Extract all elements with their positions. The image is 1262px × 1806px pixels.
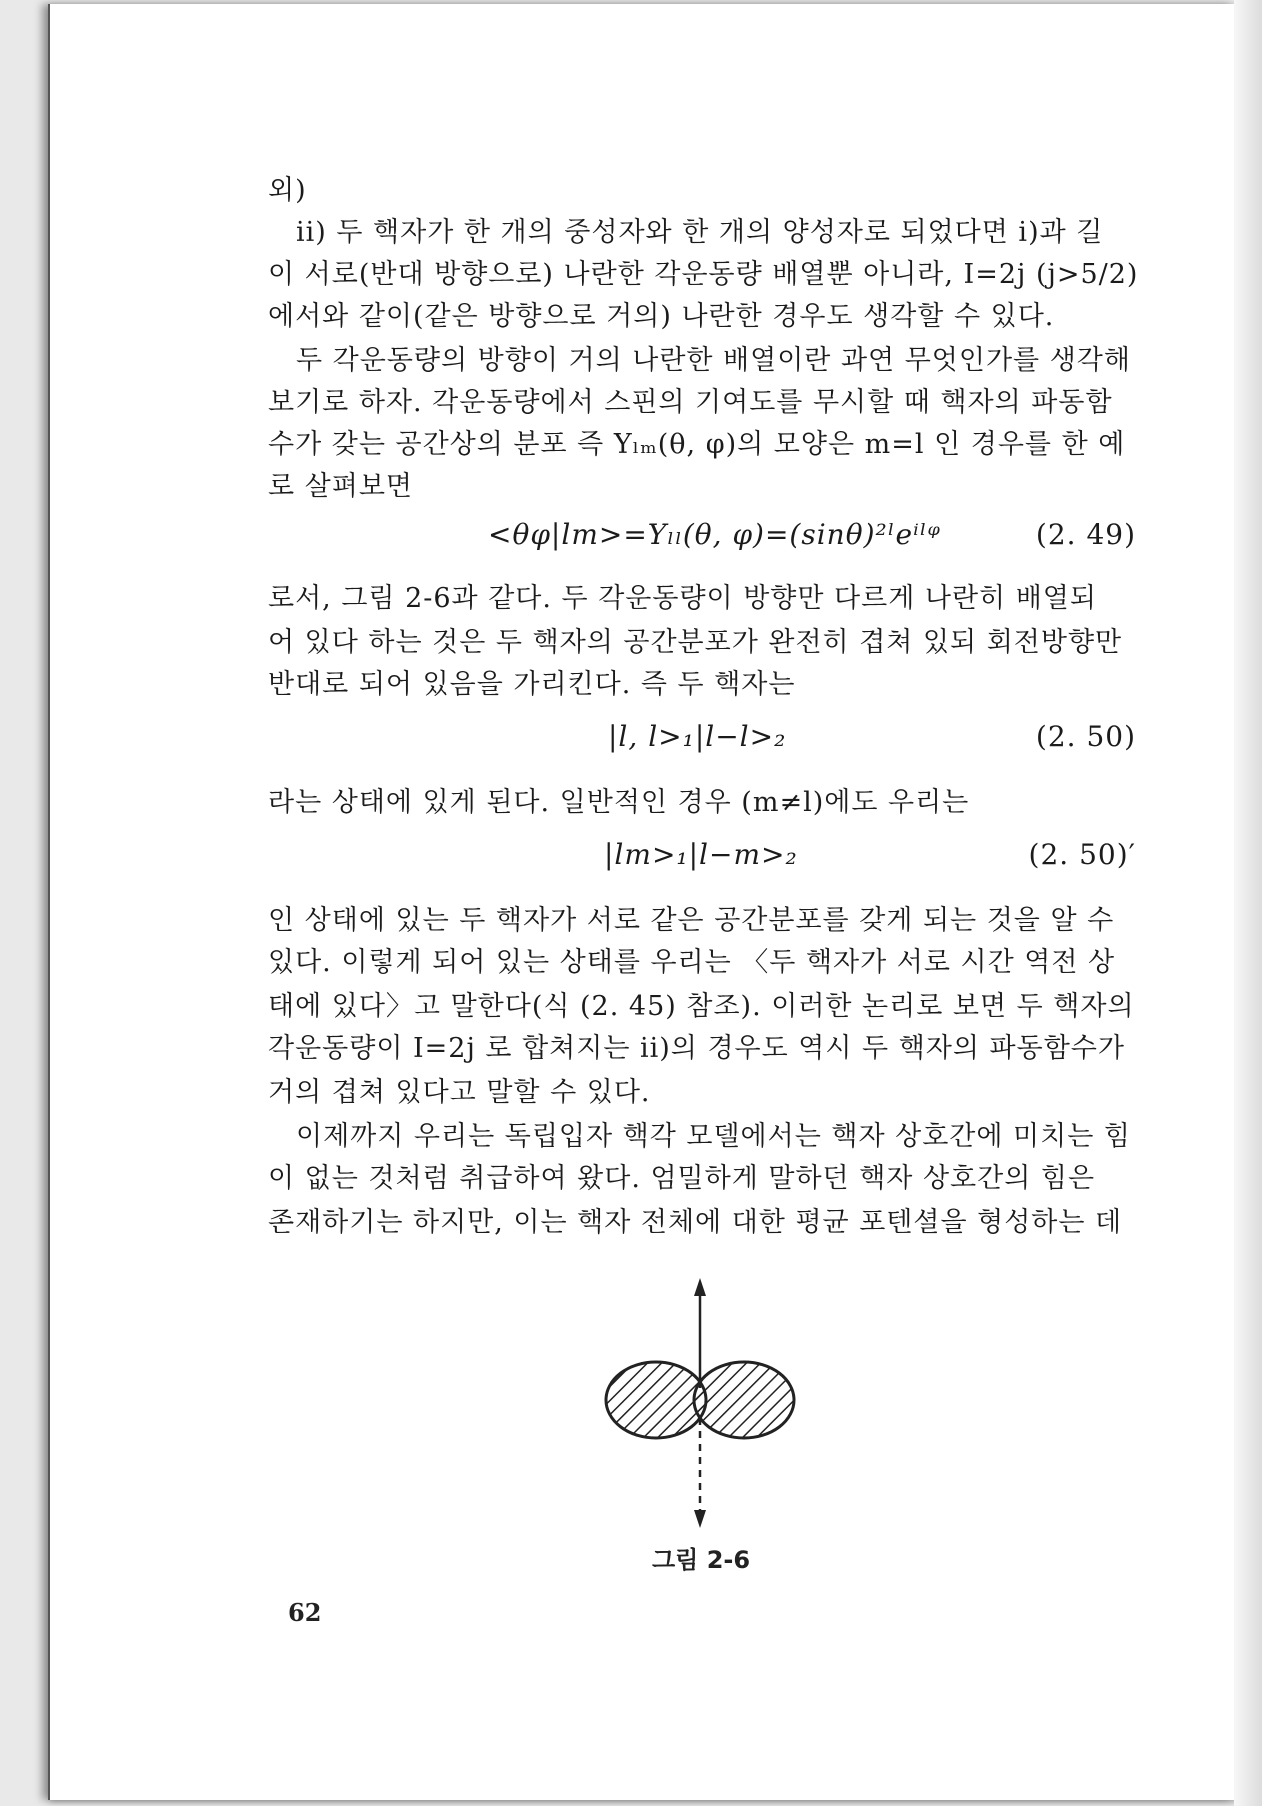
right-lobe [694,1362,794,1438]
text-line: 어 있다 하는 것은 두 핵자의 공간분포가 완전히 겹쳐 있되 회전방향만 [268,627,1123,658]
page-number: 62 [288,1598,322,1627]
text-line: 이 서로(반대 방향으로) 나란한 각운동량 배열뿐 아니라, I=2j (j>5/2) [268,259,1139,290]
text-line: 수가 갖는 공간상의 분포 즉 Yₗₘ(θ, φ)의 모양은 m=l 인 경우를 한 예 [268,429,1126,460]
equation-expression: |lm>₁|l−m>₂ [604,838,798,871]
equation-2-49 [268,518,1160,562]
equation-2-50-prime [268,838,1160,882]
text-line: 각운동량이 I=2j 로 합쳐지는 ii)의 경우도 역시 두 핵자의 파동함수가 [268,1033,1125,1064]
text-line: 라는 상태에 있게 된다. 일반적인 경우 (m≠l)에도 우리는 [268,787,970,818]
text-line: 이제까지 우리는 독립입자 핵각 모델에서는 핵자 상호간에 미치는 힘 [296,1121,1131,1152]
equation-number: (2. 50)′ [1028,838,1136,871]
arrow-head-down-icon [694,1510,706,1528]
text-line: 존재하기는 하지만, 이는 핵자 전체에 대한 평균 포텐셜을 형성하는 데 [268,1207,1123,1238]
equation-expression: <θφ|lm>=Yₗₗ(θ, φ)=(sinθ)²ˡeⁱˡᵠ [488,518,941,551]
text-line: 두 각운동량의 방향이 거의 나란한 배열이란 과연 무엇인가를 생각해 [296,345,1131,376]
text-line: 에서와 같이(같은 방향으로 거의) 나란한 경우도 생각할 수 있다. [268,301,1055,332]
figure-2-6-lobes [590,1278,810,1530]
text-line: ii) 두 핵자가 한 개의 중성자와 한 개의 양성자로 되었다면 i)과 길 [296,217,1104,248]
text-line: 외) [268,175,307,206]
text-line: 거의 겹쳐 있다고 말할 수 있다. [268,1077,651,1108]
text-line: 있다. 이렇게 되어 있는 상태를 우리는 〈두 핵자가 서로 시간 역전 상 [268,947,1116,978]
text-line: 태에 있다〉고 말한다(식 (2. 45) 참조). 이러한 논리로 보면 두 핵자의 [268,991,1135,1022]
page-edge [1234,0,1262,1806]
text-line: 로서, 그림 2-6과 같다. 두 각운동량이 방향만 다르게 나란히 배열되 [268,583,1097,614]
equation-number: (2. 49) [1035,518,1136,551]
text-line: 보기로 하자. 각운동량에서 스핀의 기여도를 무시할 때 핵자의 파동함 [268,387,1113,418]
text-line: 이 없는 것처럼 취급하여 왔다. 엄밀하게 말하던 핵자 상호간의 힘은 [268,1163,1096,1194]
equation-2-50 [268,720,1160,764]
arrow-head-up-icon [694,1278,706,1296]
text-line: 로 살펴보면 [268,471,413,502]
equation-number: (2. 50) [1035,720,1136,753]
left-lobe [606,1362,706,1438]
figure-caption: 그림 2-6 [652,1546,751,1574]
equation-expression: |l, l>₁|l−l>₂ [608,720,787,753]
text-line: 반대로 되어 있음을 가리킨다. 즉 두 핵자는 [268,669,796,700]
text-line: 인 상태에 있는 두 핵자가 서로 같은 공간분포를 갖게 되는 것을 알 수 [268,905,1115,936]
